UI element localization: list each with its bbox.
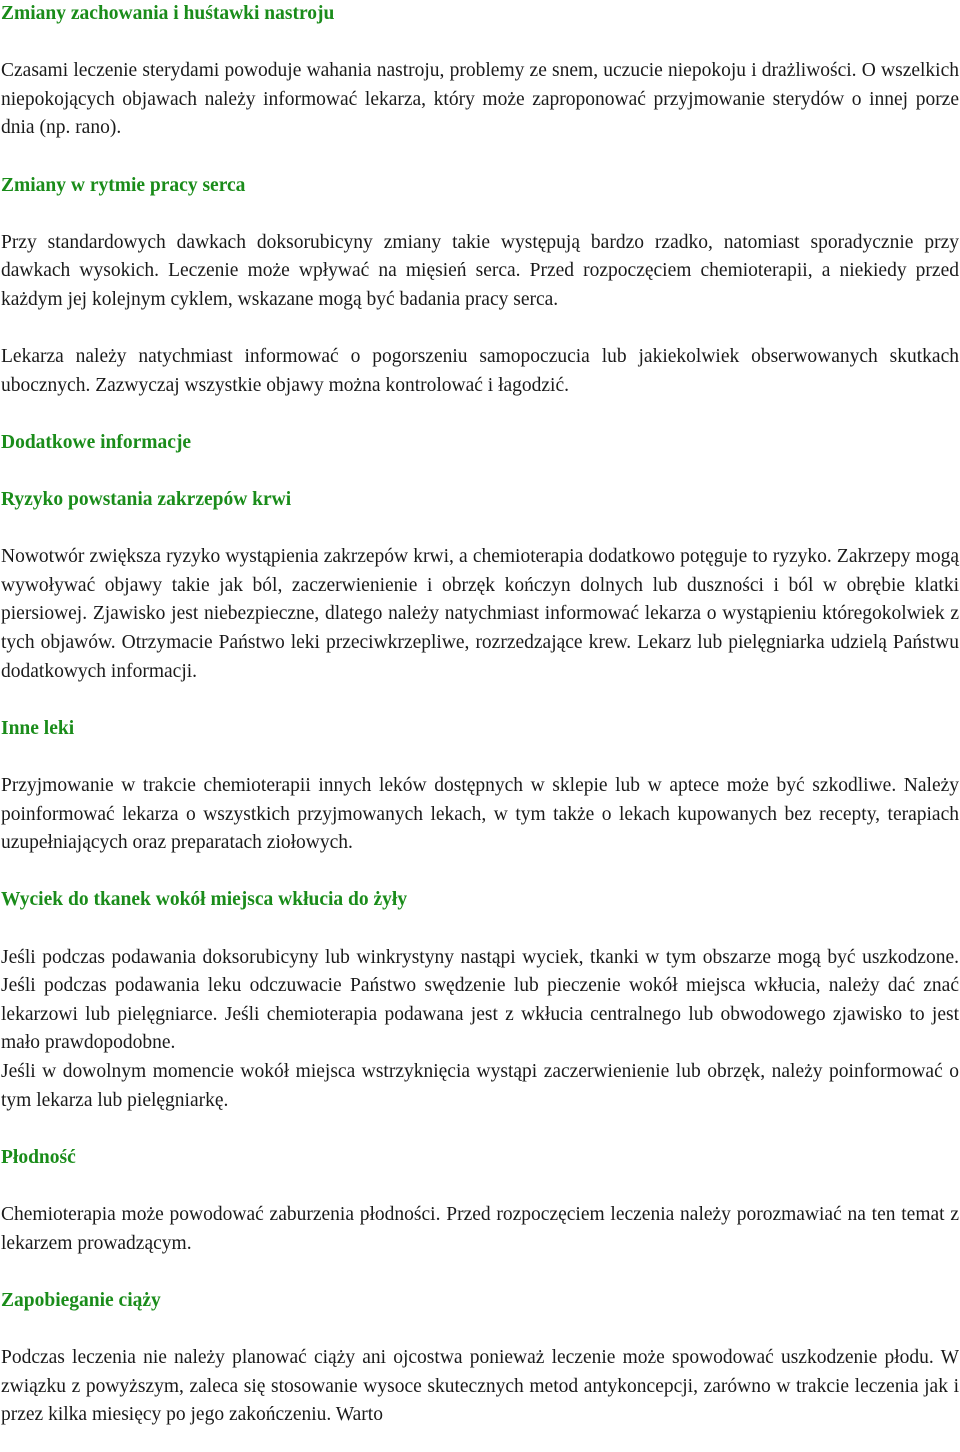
section-title-pregnancy-prevention: Zapobieganie ciąży: [1, 1289, 161, 1311]
paragraph-inform-doctor: Lekarza należy natychmiast informować o pogorszeniu samopoczucia lub jakiekolwiek obserwowanych skutkach ubocznych. Zazwyczaj wszystkie objawy można kontrolować i łagodzić.: [1, 346, 959, 396]
paragraph-extravasation: Jeśli podczas podawania doksorubicyny lub winkrystyny nastąpi wyciek, tkanki w tym obszarze mogą być uszkodzone. Jeśli podczas podawania leku odczuwacie Państwo swędzenie lub pieczenie wokół miejsca wkłucia, należy dać znać lekarzowi lub pielęgniarce. Jeśli chemioterapia podawana jest z wkłucia centralnego lub obwodowego zjawisko to jest mało prawdopodobne.: [1, 946, 959, 1054]
paragraph-heart-rhythm: Przy standardowych dawkach doksorubicyny zmiany takie występują bardzo rzadko, natomiast sporadycznie przy dawkach wysokich. Leczenie może wpływać na mięsień serca. Przed rozpoczęciem chemioterapii, a niekiedy przed każdym jej kolejnym cyklem, wskazane mogą być badania pracy serca.: [1, 231, 959, 310]
paragraph-pregnancy-prevention: Podczas leczenia nie należy planować ciąży ani ojcostwa ponieważ leczenie może spowodować uszkodzenie płodu. W związku z powyższym, zaleca się stosowanie wysoce skutecznych metod antykoncepcji, zarówno w trakcie leczenia jak i przez kilka miesięcy po jego zakończeniu. Warto: [1, 1346, 959, 1426]
paragraph-other-drugs: Przyjmowanie w trakcie chemioterapii innych leków dostępnych w sklepie lub w aptece może być szkodliwe. Należy poinformować lekarza o wszystkich przyjmowanych lekach, w tym także o lekach kupowanych bez recepty, terapiach uzupełniających oraz preparatach ziołowych.: [1, 775, 959, 854]
section-title-additional-info: Dodatkowe informacje: [1, 431, 192, 453]
section-title-heart-rhythm: Zmiany w rytmie pracy serca: [1, 174, 246, 196]
section-title-blood-clots: Ryzyko powstania zakrzepów krwi: [1, 489, 292, 511]
section-title-fertility: Płodność: [1, 1146, 76, 1168]
paragraph-injection-site: Jeśli w dowolnym momencie wokół miejsca wstrzyknięcia wystąpi zaczerwienienie lub obrzęk, należy poinformować o tym lekarza lub pielęgniarkę.: [1, 1060, 959, 1111]
paragraph-fertility: Chemioterapia może powodować zaburzenia płodności. Przed rozpoczęciem leczenia należy porozmawiać na ten temat z lekarzem prowadzącym.: [1, 1203, 959, 1254]
section-title-extravasation: Wyciek do tkanek wokół miejsca wkłucia do żyły: [1, 889, 408, 911]
paragraph-mood-changes: Czasami leczenie sterydami powoduje wahania nastroju, problemy ze snem, uczucie niepokoju i drażliwości. O wszelkich niepokojących objawach należy informować lekarza, który może zaproponować przyjmowanie sterydów o innej porze dnia (np. rano).: [1, 60, 959, 139]
document-page: [1, 0, 959, 1430]
section-title-other-drugs: Inne leki: [1, 717, 75, 739]
section-title-mood-changes: Zmiany zachowania i huśtawki nastroju: [1, 3, 335, 24]
paragraph-blood-clots: Nowotwór zwiększa ryzyko wystąpienia zakrzepów krwi, a chemioterapia dodatkowo potęguje to ryzyko. Zakrzepy mogą wywoływać objawy takie jak ból, zaczerwienienie i obrzęk kończyn dolnych lub duszności i ból w obrębie klatki piersiowej. Zjawisko jest niebezpieczne, dlatego należy natychmiast informować lekarza o wystąpieniu któregokolwiek z tych objawów. Otrzymacie Państwo leki przeciwkrzepliwe, rozrzedzające krew. Lekarz lub pielęgniarka udzielą Państwu dodatkowych informacji.: [1, 546, 959, 682]
